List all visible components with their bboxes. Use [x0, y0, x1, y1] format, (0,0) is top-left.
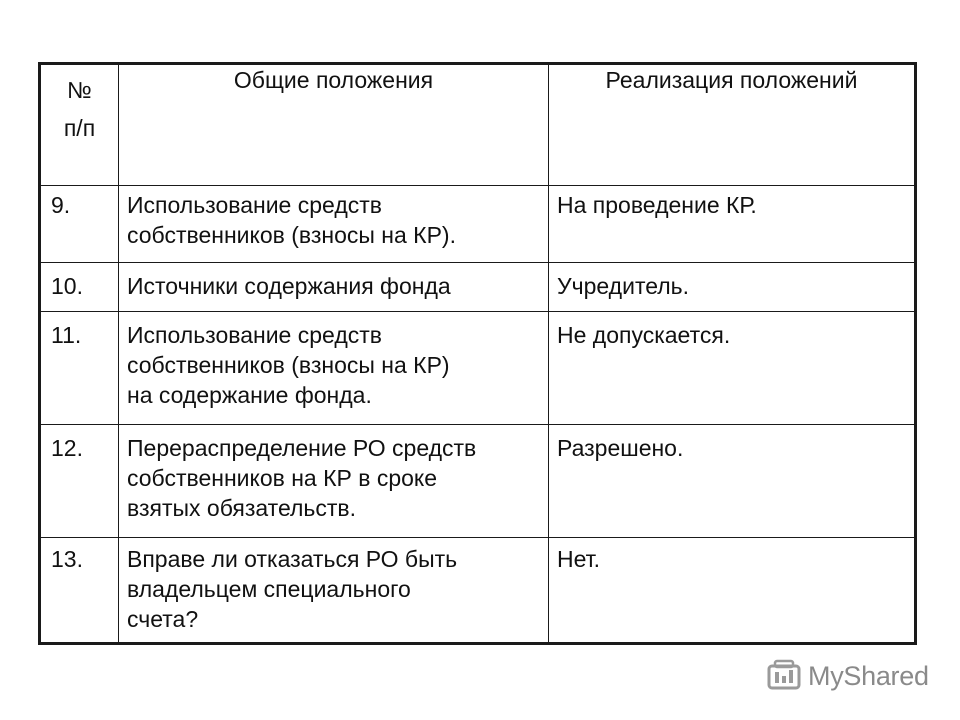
- table-row: [41, 538, 915, 643]
- row-general-provision: Перераспределение РО средств собственников на КР в сроке взятых обязательств.: [119, 425, 549, 538]
- row-number: 10.: [41, 263, 119, 312]
- row-implementation: Нет.: [549, 538, 915, 643]
- table-row: [41, 263, 915, 312]
- myshared-logo-icon: [766, 658, 802, 694]
- row-implementation: Разрешено.: [549, 425, 915, 538]
- header-number-cell: [41, 65, 119, 186]
- row-implementation: Не допускается.: [549, 312, 915, 425]
- row-general-provision: Источники содержания фонда: [119, 263, 549, 312]
- header-general-provisions: Общие положения: [119, 65, 549, 186]
- row-number: 11.: [41, 312, 119, 425]
- row-number: 12.: [41, 425, 119, 538]
- header-implementation: Реализация положений: [549, 65, 915, 186]
- row-number: 9.: [41, 186, 119, 263]
- table-row: [41, 425, 915, 538]
- row-general-provision: Использование средств собственников (взносы на КР) на содержание фонда.: [119, 312, 549, 425]
- regulations-table: [40, 64, 915, 643]
- header-number-abbrev: п/п: [63, 115, 96, 141]
- watermark-text: MyShared: [808, 660, 929, 691]
- table-row: [41, 186, 915, 263]
- table-row: [41, 312, 915, 425]
- table-header-row: [41, 65, 915, 186]
- row-implementation: На проведение КР.: [549, 186, 915, 263]
- row-general-provision: Вправе ли отказаться РО быть владельцем специального счета?: [119, 538, 549, 643]
- row-general-provision: Использование средств собственников (взносы на КР).: [119, 186, 549, 263]
- row-implementation: Учредитель.: [549, 263, 915, 312]
- myshared-watermark[interactable]: [766, 656, 929, 696]
- header-number-symbol: №: [67, 77, 92, 103]
- row-number: 13.: [41, 538, 119, 643]
